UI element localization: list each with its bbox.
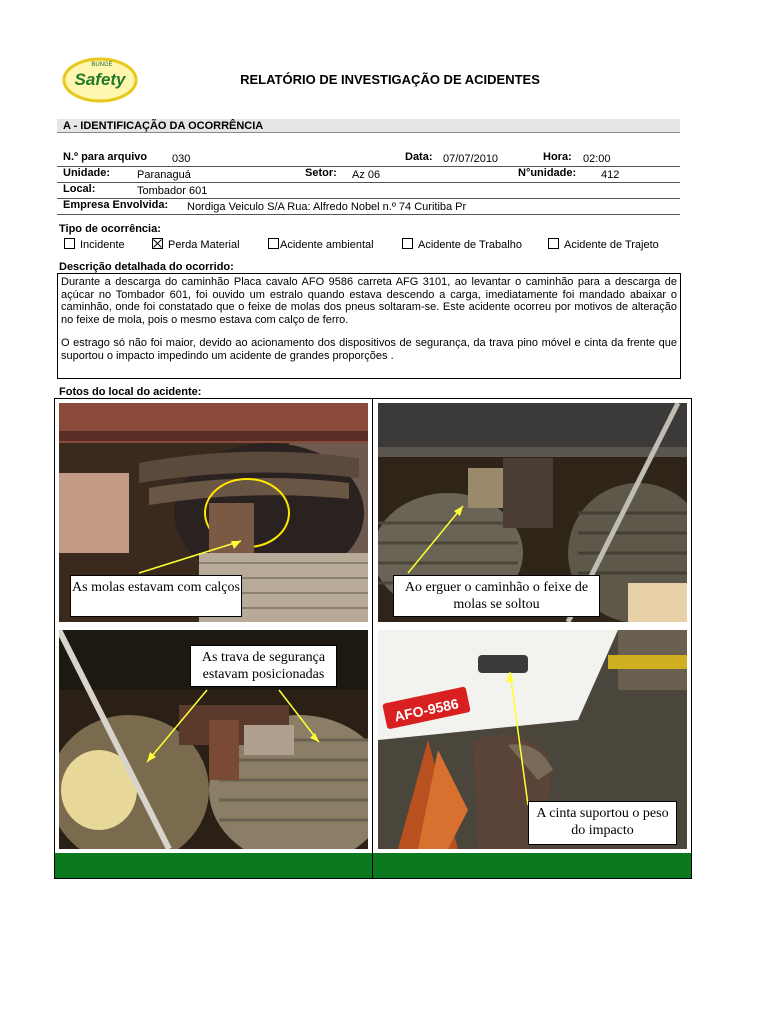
- section-a-header: A - IDENTIFICAÇÃO DA OCORRÊNCIA: [57, 119, 680, 133]
- checkbox-acidente-trajeto[interactable]: [548, 238, 559, 249]
- empresa-value: Nordiga Veiculo S/A Rua: Alfredo Nobel n.º 74 Curitiba Pr: [187, 201, 467, 213]
- option-acidente-ambiental-label: Acidente ambiental: [280, 239, 374, 251]
- option-incidente-label: Incidente: [80, 239, 125, 251]
- arquivo-value: 030: [172, 153, 191, 165]
- fotos-label: Fotos do local do acidente:: [59, 386, 202, 398]
- option-acidente-trajeto-label: Acidente de Trajeto: [564, 239, 659, 251]
- unidade-label: Unidade:: [63, 167, 111, 179]
- green-bar-left: [55, 853, 372, 878]
- checkbox-acidente-ambiental[interactable]: [268, 238, 279, 249]
- svg-text:Safety: Safety: [74, 70, 126, 89]
- unidade-value: Paranaguá: [137, 169, 191, 181]
- checkbox-acidente-trabalho[interactable]: [402, 238, 413, 249]
- photos-divider: [372, 398, 373, 879]
- nunidade-value: 412: [601, 169, 620, 181]
- option-incidente[interactable]: [64, 238, 125, 252]
- descricao-label: Descrição detalhada do ocorrido:: [59, 261, 234, 273]
- report-title: RELATÓRIO DE INVESTIGAÇÃO DE ACIDENTES: [240, 72, 540, 87]
- descricao-paragraph-2: O estrago só não foi maior, devido ao acionamento dos dispositivos de segurança, da trava pino móvel e cinta da frente que suportou o impacto impedindo um acidente de grandes proporções .: [61, 337, 677, 362]
- row-local: [57, 183, 680, 199]
- local-value: Tombador 601: [137, 185, 208, 197]
- row-empresa: [57, 199, 680, 215]
- option-acidente-ambiental[interactable]: [268, 238, 374, 252]
- callout-feixe-solto: Ao erguer o caminhão o feixe de molas se soltou: [393, 575, 600, 617]
- option-acidente-trabalho-label: Acidente de Trabalho: [418, 239, 522, 251]
- data-label: Data:: [405, 151, 433, 163]
- setor-value: Az 06: [352, 169, 381, 181]
- row-arquivo: [57, 151, 680, 167]
- option-perda-material-label: Perda Material: [168, 239, 240, 251]
- hora-value: 02:00: [583, 153, 611, 165]
- checkbox-incidente[interactable]: [64, 238, 75, 249]
- option-acidente-trabalho[interactable]: [402, 238, 522, 252]
- hora-label: Hora:: [543, 151, 572, 163]
- svg-text:BUNGE: BUNGE: [91, 62, 113, 68]
- descricao-box: [57, 273, 681, 379]
- descricao-paragraph-1: Durante a descarga do caminhão Placa cavalo AFO 9586 carreta AFG 3101, ao levantar o caminhão para a descarga de açúcar no Tombador 601, foi ouvido um estralo quando estava descendo a carga, imediatamente foi mandado abaixar o caminhão, onde foi constatado que o feixe de molas dos pneus soltaram-se. Este acidente ocorreu por motivos de alteração no feixe de mola, pois o mesmo estava com calço de ferro.: [61, 276, 677, 326]
- vehicle-plate: AFO-9586: [392, 695, 461, 725]
- local-label: Local:: [63, 183, 96, 195]
- option-perda-material[interactable]: [152, 238, 240, 252]
- checkbox-perda-material-checked[interactable]: [152, 238, 163, 249]
- setor-label: Setor:: [305, 167, 337, 179]
- callout-trava-seguranca: As trava de segurança estavam posicionadas: [190, 645, 337, 687]
- arquivo-label: N.º para arquivo: [63, 151, 148, 163]
- green-bar-right: [373, 853, 691, 878]
- callout-cinta-impacto: A cinta suportou o peso do impacto: [528, 801, 677, 845]
- row-unidade: [57, 167, 680, 183]
- tipo-label: Tipo de ocorrência:: [59, 223, 161, 235]
- callout-molas-calcos: As molas estavam com calços: [70, 575, 242, 617]
- option-acidente-trajeto[interactable]: [548, 238, 659, 252]
- nunidade-label: N°unidade:: [518, 167, 577, 179]
- data-value: 07/07/2010: [443, 153, 499, 165]
- empresa-label: Empresa Envolvida:: [63, 199, 169, 211]
